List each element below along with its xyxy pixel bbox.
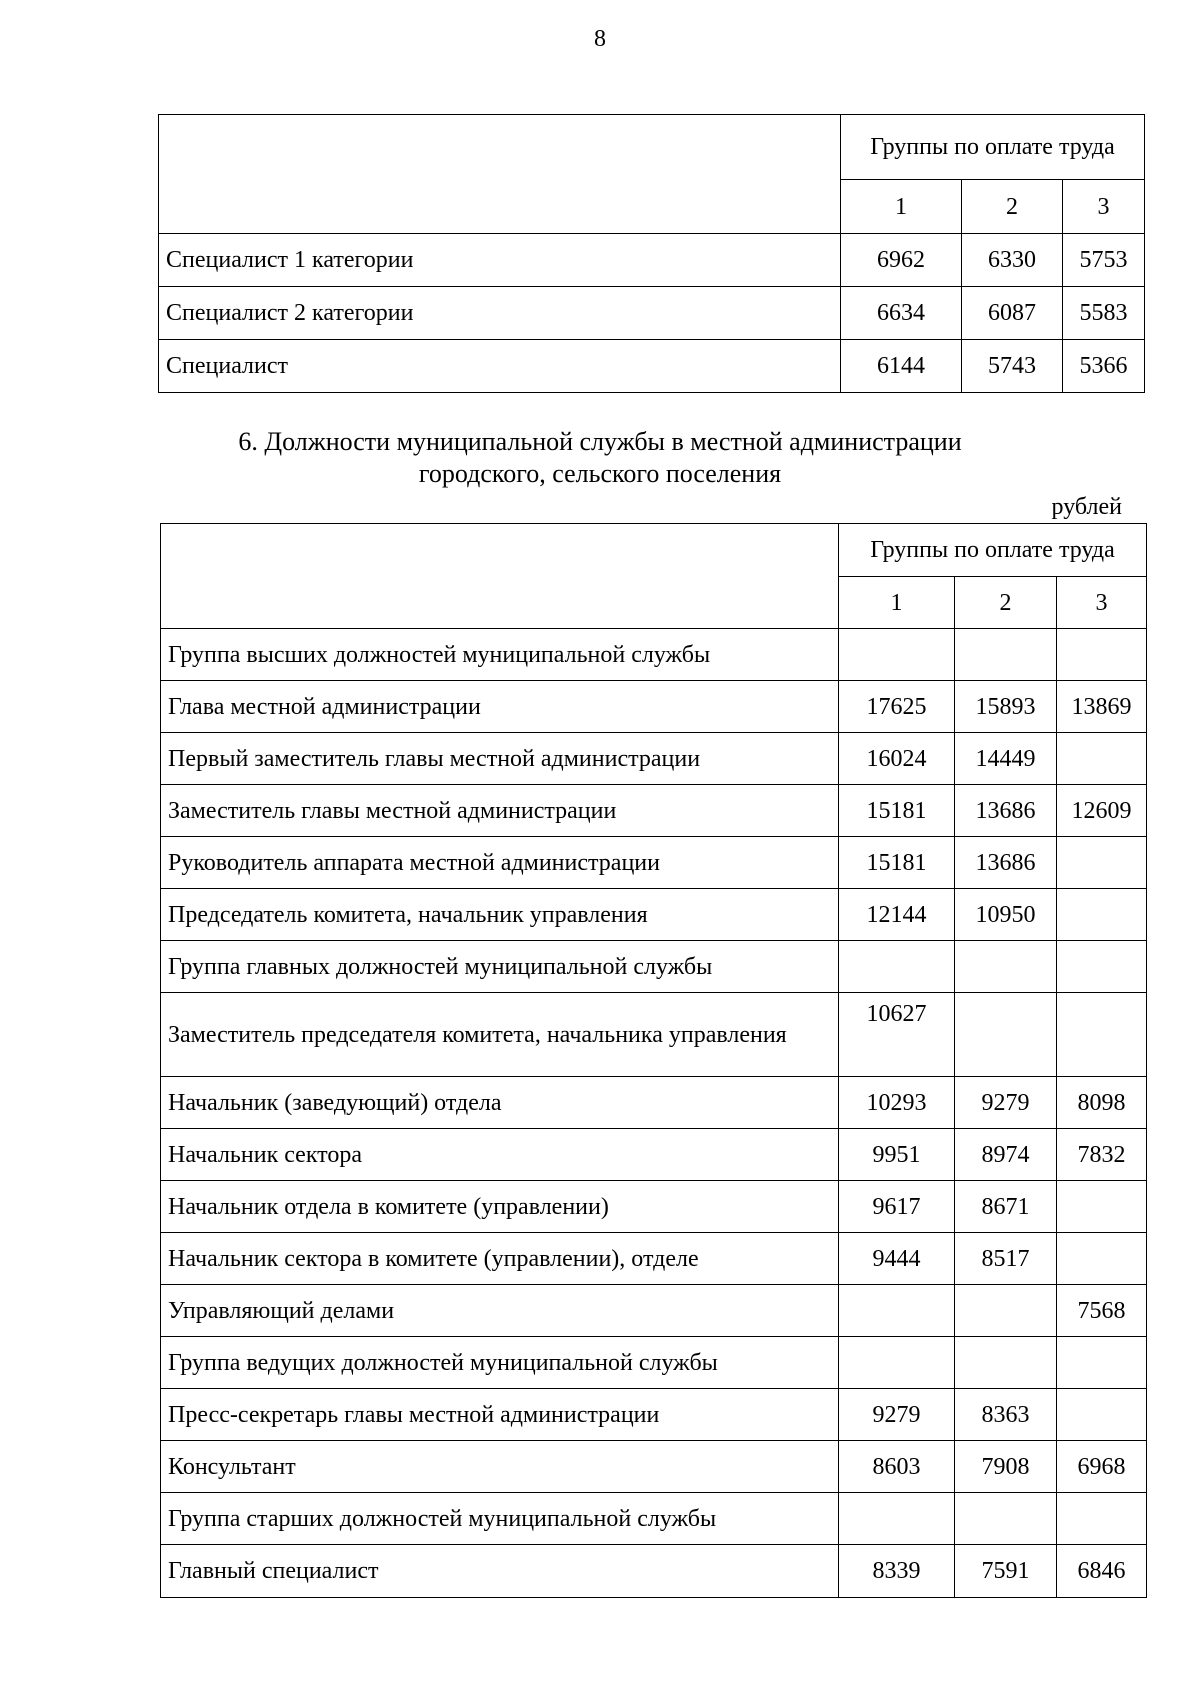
table-row (161, 1493, 1147, 1545)
row-label: Начальник (заведующий) отдела (161, 1077, 839, 1129)
value-group-3 (1057, 889, 1147, 941)
value-group-2: 6087 (962, 287, 1063, 340)
value-group-2 (955, 941, 1057, 993)
value-group-1: 12144 (839, 889, 955, 941)
value-group-2: 10950 (955, 889, 1057, 941)
table-row (161, 629, 1147, 681)
table-row (161, 1077, 1147, 1129)
page-number: 8 (594, 26, 606, 52)
value-group-3 (1057, 837, 1147, 889)
value-group-2: 9279 (955, 1077, 1057, 1129)
value-group-2 (955, 1285, 1057, 1337)
value-group-1: 9617 (839, 1181, 955, 1233)
section-title-line-1: 6. Должности муниципальной службы в местной администрации (238, 427, 962, 456)
value-group-3: 13869 (1057, 681, 1147, 733)
table2-group-2: 2 (955, 577, 1057, 629)
value-group-3: 8098 (1057, 1077, 1147, 1129)
table-row (161, 1233, 1147, 1285)
row-label: Первый заместитель главы местной администрации (161, 733, 839, 785)
row-label: Начальник сектора (161, 1129, 839, 1181)
value-group-1: 16024 (839, 733, 955, 785)
table-row (161, 993, 1147, 1077)
row-label: Глава местной администрации (161, 681, 839, 733)
table-row (159, 287, 1145, 340)
table-row (161, 733, 1147, 785)
value-group-1: 9951 (839, 1129, 955, 1181)
value-group-2: 8671 (955, 1181, 1057, 1233)
row-label: Консультант (161, 1441, 839, 1493)
value-group-2: 5743 (962, 340, 1063, 393)
value-group-2 (955, 1493, 1057, 1545)
value-group-2 (955, 993, 1057, 1077)
value-group-1: 9279 (839, 1389, 955, 1441)
value-group-3 (1057, 1233, 1147, 1285)
value-group-3 (1057, 1181, 1147, 1233)
value-group-3 (1057, 993, 1147, 1077)
value-group-3: 7832 (1057, 1129, 1147, 1181)
row-label: Председатель комитета, начальник управления (161, 889, 839, 941)
table-row (161, 1337, 1147, 1389)
section-title-line-2: городского, сельского поселения (418, 459, 782, 488)
table-row (159, 340, 1145, 393)
table-row (159, 234, 1145, 287)
value-group-1: 10293 (839, 1077, 955, 1129)
value-group-1 (839, 1337, 955, 1389)
table2-group-3: 3 (1057, 577, 1147, 629)
value-group-3: 5366 (1063, 340, 1145, 393)
value-group-2: 8363 (955, 1389, 1057, 1441)
row-label: Специалист 1 категории (159, 234, 841, 287)
table1-group-1: 1 (841, 180, 962, 234)
value-group-3: 6968 (1057, 1441, 1147, 1493)
value-group-1: 10627 (839, 993, 955, 1077)
row-label: Пресс-секретарь главы местной администрации (161, 1389, 839, 1441)
row-label: Заместитель председателя комитета, начальника управления (161, 993, 839, 1077)
value-group-1: 6144 (841, 340, 962, 393)
value-group-3: 5753 (1063, 234, 1145, 287)
value-group-2: 8517 (955, 1233, 1057, 1285)
value-group-3 (1057, 1337, 1147, 1389)
value-group-3: 5583 (1063, 287, 1145, 340)
value-group-1: 9444 (839, 1233, 955, 1285)
value-group-2 (955, 629, 1057, 681)
row-label: Главный специалист (161, 1545, 839, 1598)
value-group-3: 6846 (1057, 1545, 1147, 1598)
value-group-3: 7568 (1057, 1285, 1147, 1337)
table1-group-3: 3 (1063, 180, 1145, 234)
row-label: Заместитель главы местной администрации (161, 785, 839, 837)
row-label: Группа старших должностей муниципальной службы (161, 1493, 839, 1545)
table2-header-pay-groups: Группы по оплате труда (839, 524, 1147, 577)
value-group-1 (839, 941, 955, 993)
value-group-3 (1057, 629, 1147, 681)
value-group-1: 17625 (839, 681, 955, 733)
value-group-1: 15181 (839, 785, 955, 837)
value-group-2: 7908 (955, 1441, 1057, 1493)
table-row (161, 1389, 1147, 1441)
row-label: Группа главных должностей муниципальной службы (161, 941, 839, 993)
table-row (161, 1181, 1147, 1233)
table-row (161, 1545, 1147, 1598)
value-group-2: 7591 (955, 1545, 1057, 1598)
units-label: рублей (1051, 494, 1122, 520)
value-group-3 (1057, 941, 1147, 993)
table2-group-1: 1 (839, 577, 955, 629)
table-row (161, 1441, 1147, 1493)
row-label: Специалист (159, 340, 841, 393)
value-group-2: 13686 (955, 837, 1057, 889)
table-row (161, 1129, 1147, 1181)
table-row (161, 681, 1147, 733)
value-group-3 (1057, 1389, 1147, 1441)
row-label: Специалист 2 категории (159, 287, 841, 340)
value-group-1: 6962 (841, 234, 962, 287)
table1-group-2: 2 (962, 180, 1063, 234)
row-label: Руководитель аппарата местной администрации (161, 837, 839, 889)
table2-corner-cell (161, 524, 839, 629)
value-group-2: 14449 (955, 733, 1057, 785)
salary-table-specialists (158, 114, 1145, 393)
table1-corner-cell (159, 115, 841, 234)
value-group-2: 13686 (955, 785, 1057, 837)
table1-header-pay-groups: Группы по оплате труда (841, 115, 1145, 180)
value-group-2: 15893 (955, 681, 1057, 733)
salary-table-municipal-positions (160, 523, 1147, 1598)
value-group-1: 6634 (841, 287, 962, 340)
value-group-1 (839, 1493, 955, 1545)
value-group-2 (955, 1337, 1057, 1389)
value-group-2: 6330 (962, 234, 1063, 287)
value-group-1: 8603 (839, 1441, 955, 1493)
value-group-1 (839, 1285, 955, 1337)
value-group-1 (839, 629, 955, 681)
row-label: Начальник отдела в комитете (управлении) (161, 1181, 839, 1233)
value-group-1: 8339 (839, 1545, 955, 1598)
value-group-3: 12609 (1057, 785, 1147, 837)
row-label: Управляющий делами (161, 1285, 839, 1337)
table-row (161, 889, 1147, 941)
table-row (161, 785, 1147, 837)
value-group-3 (1057, 1493, 1147, 1545)
table-row (161, 837, 1147, 889)
table-row (161, 1285, 1147, 1337)
value-group-2: 8974 (955, 1129, 1057, 1181)
value-group-1: 15181 (839, 837, 955, 889)
row-label: Группа высших должностей муниципальной службы (161, 629, 839, 681)
value-group-3 (1057, 733, 1147, 785)
row-label: Группа ведущих должностей муниципальной службы (161, 1337, 839, 1389)
table-row (161, 941, 1147, 993)
row-label: Начальник сектора в комитете (управлении), отделе (161, 1233, 839, 1285)
